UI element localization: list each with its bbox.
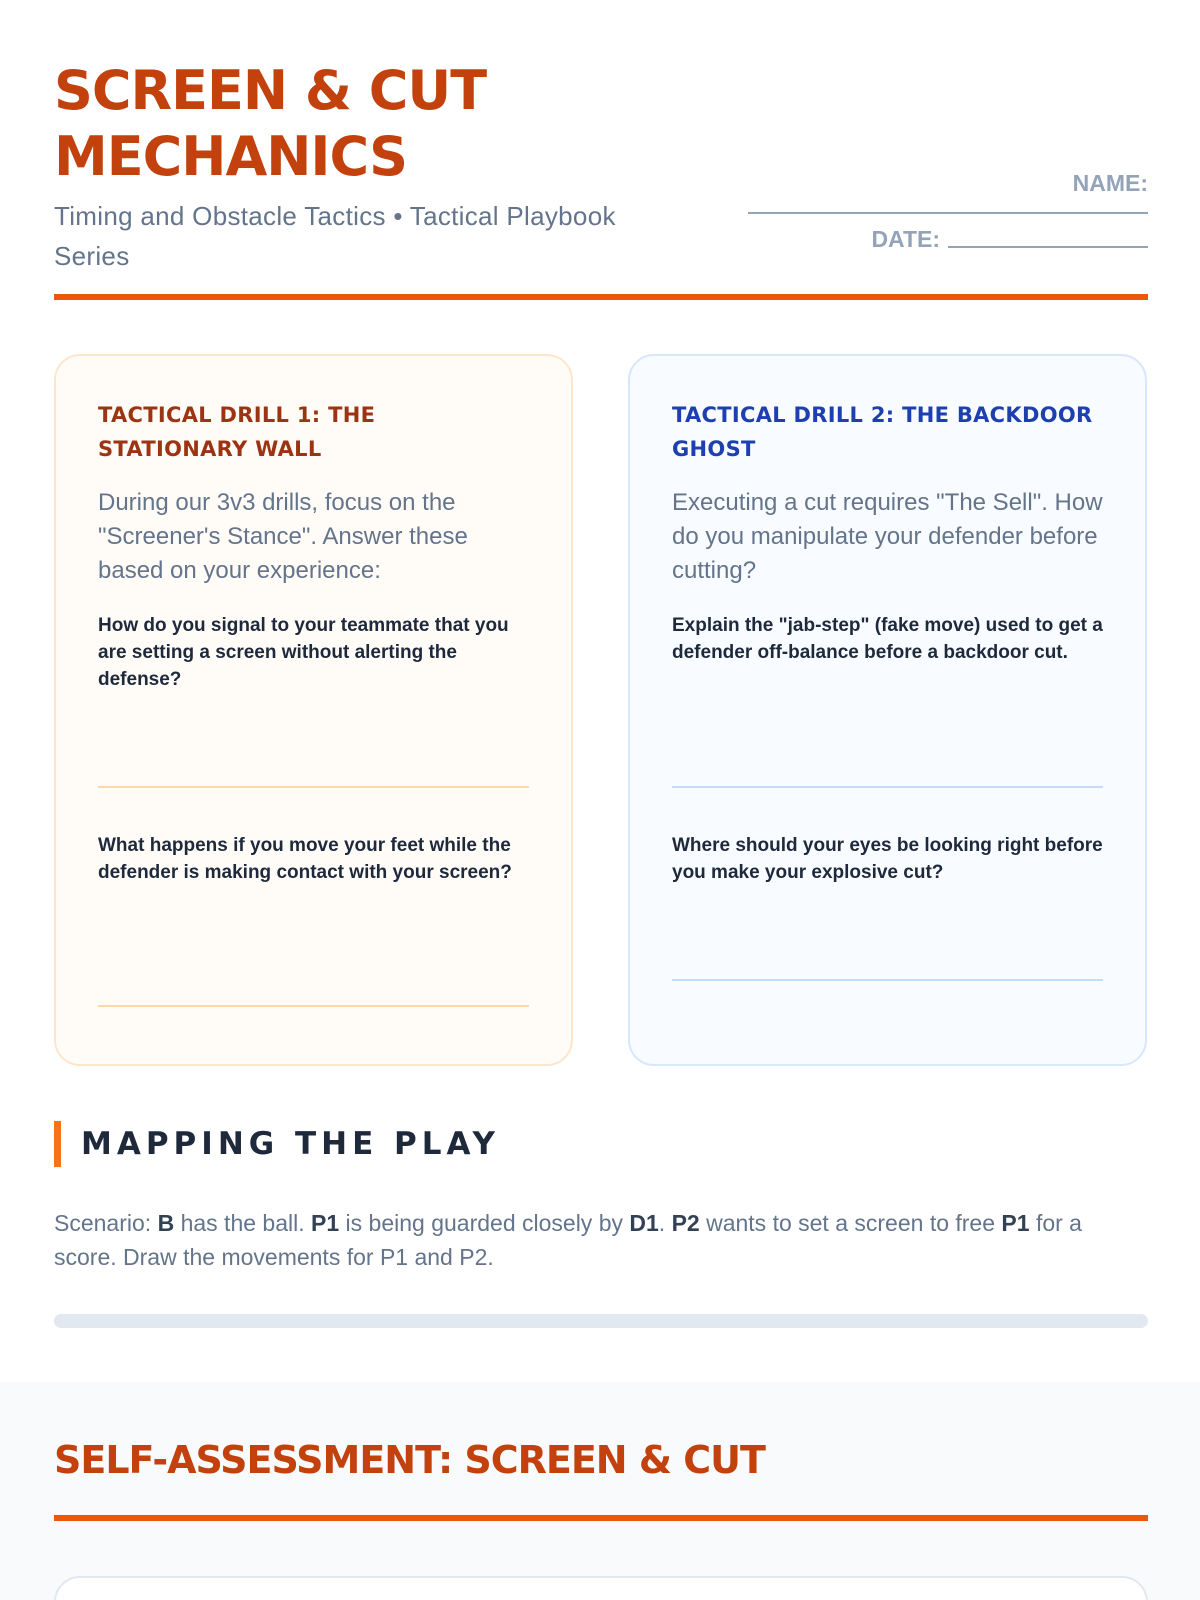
answer-line[interactable] [672, 979, 1103, 981]
header-divider [54, 294, 1148, 300]
player1-label: P1 [311, 1210, 340, 1236]
self-assessment-card [54, 1576, 1148, 1600]
answer-line[interactable] [672, 786, 1103, 788]
drill-card-stationary-wall [54, 354, 573, 1066]
page-subtitle: Timing and Obstacle Tactics • Tactical Playbook Series [54, 201, 616, 271]
scenario-text: Scenario: B has the ball. P1 is being guarded closely by D1. P2 wants to set a screen to free P1 for a score. Draw the movements for P1 and P2. [54, 1210, 1082, 1270]
answer-line[interactable] [98, 1005, 529, 1007]
drill-question: Explain the "jab-step" (fake move) used to get a defender off-balance before a backdoor cut. [672, 615, 1103, 663]
player1-label: P1 [1001, 1210, 1030, 1236]
answer-line[interactable] [98, 786, 529, 788]
court-diagram-area[interactable] [54, 1314, 1148, 1328]
self-assessment-section [0, 1382, 1200, 1600]
date-field[interactable] [948, 246, 1148, 248]
name-label: NAME: [1072, 170, 1148, 196]
section-accent-bar [54, 1121, 61, 1167]
date-row [748, 224, 1148, 254]
drill-title: TACTICAL DRILL 2: THE BACKDOOR GHOST [672, 403, 1093, 461]
name-field[interactable] [748, 212, 1148, 214]
drill-question: What happens if you move your feet while the defender is making contact with your screen? [98, 835, 512, 883]
drill-card-backdoor-ghost [628, 354, 1147, 1066]
ball-handler-label: B [157, 1210, 175, 1236]
date-label: DATE: [871, 226, 940, 252]
drill-title: TACTICAL DRILL 1: THE STATIONARY WALL [98, 403, 376, 461]
player2-label: P2 [671, 1210, 700, 1236]
student-info [748, 168, 1148, 254]
drill-question: How do you signal to your teammate that you are setting a screen without alerting the defense? [98, 615, 509, 690]
section-title-self-assessment: SELF-ASSESSMENT: SCREEN & CUT [54, 1438, 765, 1482]
defender-label: D1 [629, 1210, 659, 1236]
section-divider [54, 1515, 1148, 1521]
worksheet-header [54, 58, 1148, 300]
drill-intro: Executing a cut requires "The Sell". How do you manipulate your defender before cutting? [672, 489, 1103, 584]
drill-intro: During our 3v3 drills, focus on the "Screener's Stance". Answer these based on your experience: [98, 489, 468, 584]
drill-question: Where should your eyes be looking right before you make your explosive cut? [672, 835, 1103, 883]
section-title-mapping: MAPPING THE PLAY [81, 1126, 501, 1162]
page-title: SCREEN & CUT MECHANICS [54, 59, 487, 188]
